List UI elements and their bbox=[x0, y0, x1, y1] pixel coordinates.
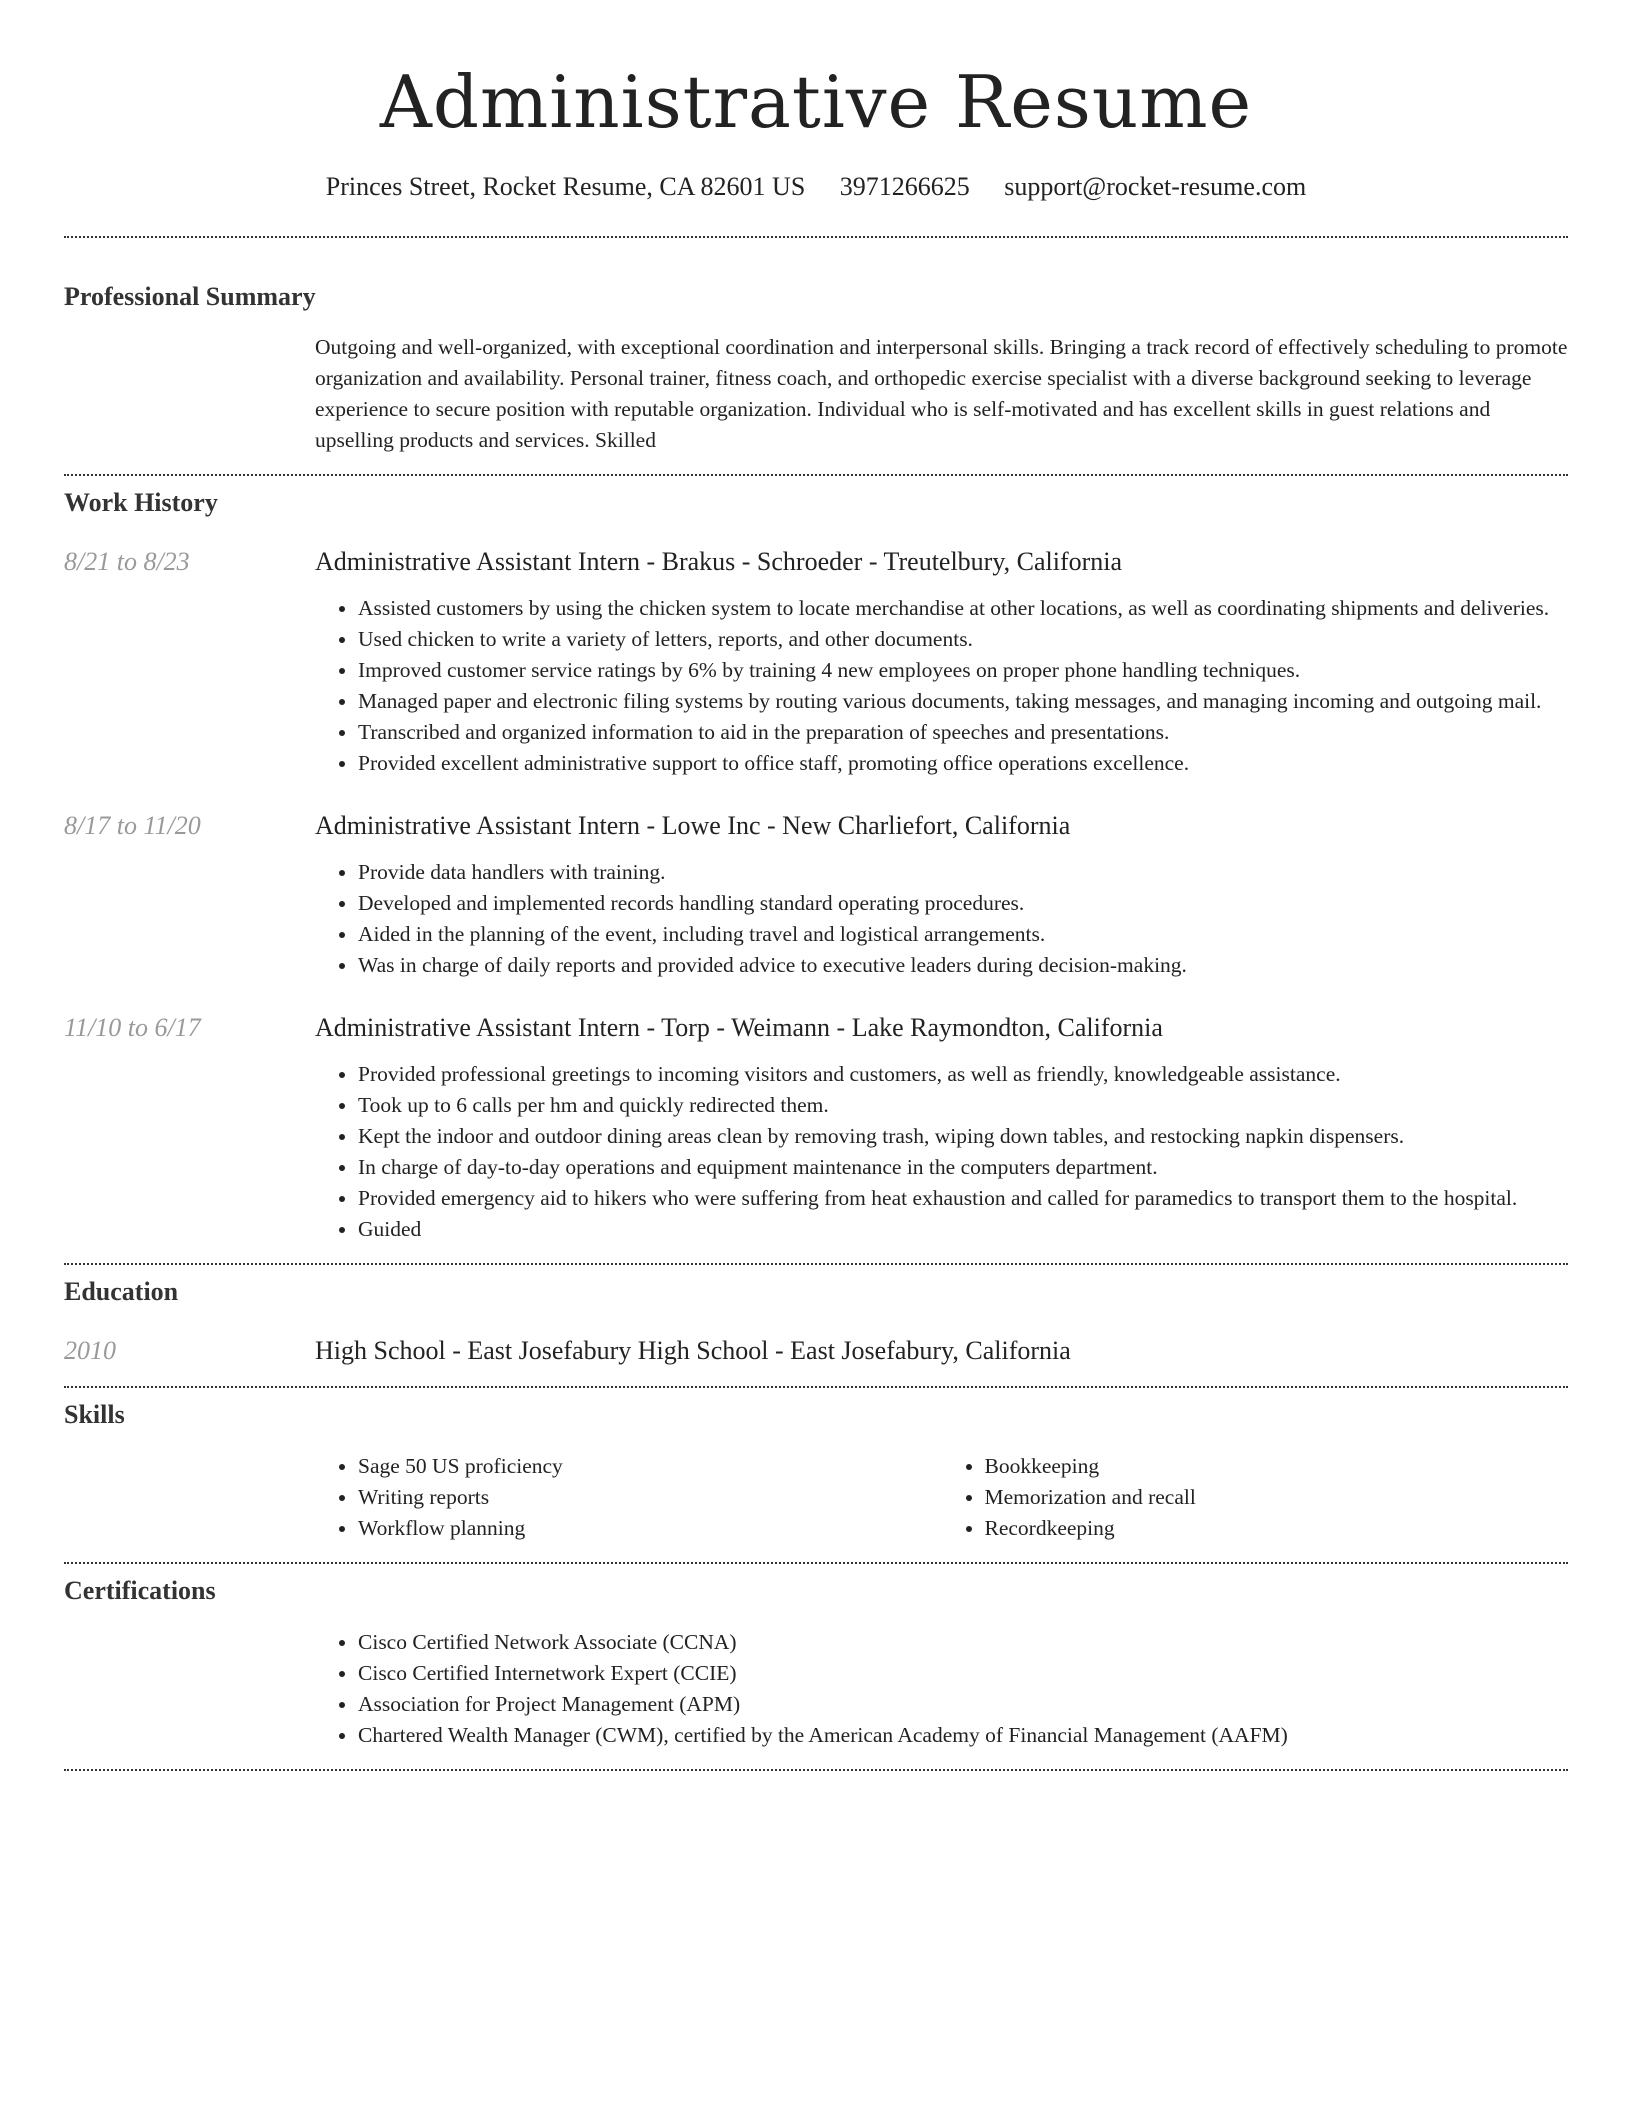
summary-heading: Professional Summary bbox=[64, 282, 316, 311]
list-item: • In charge of day-to-day operations and equipment maintenance in the computers department. bbox=[358, 1152, 1568, 1183]
list-item: • Cisco Certified Network Associate (CCNA) bbox=[358, 1627, 1568, 1658]
skills-grid bbox=[315, 1451, 1568, 1544]
list-item: • Improved customer service ratings by 6% by training 4 new employees on proper phone handling techniques. bbox=[358, 655, 1568, 686]
education-title: High School - East Josefabury High School - East Josefabury, California bbox=[315, 1336, 1071, 1365]
contact-email: support@rocket-resume.com bbox=[1004, 172, 1307, 201]
job-entry bbox=[64, 545, 1568, 779]
job-title: Administrative Assistant Intern - Lowe Inc - New Charliefort, California bbox=[315, 811, 1071, 840]
skills-section bbox=[64, 1388, 1568, 1544]
list-item: • Assisted customers by using the chicken system to locate merchandise at other locations, as well as coordinating shipments and deliveries. bbox=[358, 593, 1568, 624]
divider bbox=[64, 1769, 1568, 1771]
list-item: • Provide data handlers with training. bbox=[358, 857, 1568, 888]
list-item: • Recordkeeping bbox=[985, 1513, 1569, 1544]
contact-phone: 3971266625 bbox=[839, 172, 970, 201]
education-year: 2010 bbox=[64, 1336, 116, 1365]
list-item: • Transcribed and organized information to aid in the preparation of speeches and presentations. bbox=[358, 717, 1568, 748]
certifications-heading: Certifications bbox=[64, 1576, 216, 1605]
list-item: • Writing reports bbox=[358, 1482, 942, 1513]
job-bullets bbox=[315, 593, 1568, 779]
list-item: • Aided in the planning of the event, including travel and logistical arrangements. bbox=[358, 919, 1568, 950]
job-bullets bbox=[315, 1059, 1568, 1245]
job-entry bbox=[64, 1011, 1568, 1245]
certifications-section bbox=[64, 1564, 1568, 1751]
skills-column bbox=[942, 1451, 1569, 1544]
work-heading: Work History bbox=[64, 488, 218, 517]
summary-section bbox=[64, 238, 1568, 456]
list-item: • Took up to 6 calls per hm and quickly redirected them. bbox=[358, 1090, 1568, 1121]
job-entry bbox=[64, 809, 1568, 981]
contact-address: Princes Street, Rocket Resume, CA 82601 US bbox=[325, 172, 806, 201]
list-item: • Association for Project Management (APM) bbox=[358, 1689, 1568, 1720]
list-item: • Workflow planning bbox=[358, 1513, 942, 1544]
education-heading: Education bbox=[64, 1277, 179, 1306]
job-dates: 8/21 to 8/23 bbox=[64, 547, 190, 576]
list-item: • Bookkeeping bbox=[985, 1451, 1569, 1482]
list-item: • Developed and implemented records handling standard operating procedures. bbox=[358, 888, 1568, 919]
summary-text: Outgoing and well-organized, with exceptional coordination and interpersonal skills. Bringing a track record of effectively scheduling to promote organization and availability. Personal trainer, fitness coach, and orthopedic exercise specialist with a diverse background seeking to leverage experience to secure position with reputable organization. Individual who is self-motivated and has excellent skills in guest relations and upselling products and services. Skilled bbox=[315, 335, 1568, 452]
list-item: • Memorization and recall bbox=[985, 1482, 1569, 1513]
skills-column bbox=[315, 1451, 942, 1544]
list-item: • Chartered Wealth Manager (CWM), certified by the American Academy of Financial Management (AAFM) bbox=[358, 1720, 1568, 1751]
list-item: • Provided emergency aid to hikers who were suffering from heat exhaustion and called for paramedics to transport them to the hospital. bbox=[358, 1183, 1568, 1214]
certifications-list bbox=[315, 1627, 1568, 1751]
job-dates: 8/17 to 11/20 bbox=[64, 811, 201, 840]
list-item: • Guided bbox=[358, 1214, 1568, 1245]
job-title: Administrative Assistant Intern - Torp - Weimann - Lake Raymondton, California bbox=[315, 1013, 1163, 1042]
education-entry bbox=[64, 1334, 1568, 1368]
skills-heading: Skills bbox=[64, 1400, 125, 1429]
list-item: • Used chicken to write a variety of letters, reports, and other documents. bbox=[358, 624, 1568, 655]
job-bullets bbox=[315, 857, 1568, 981]
list-item: • Provided excellent administrative support to office staff, promoting office operations excellence. bbox=[358, 748, 1568, 779]
job-dates: 11/10 to 6/17 bbox=[64, 1013, 201, 1042]
contact-line bbox=[64, 170, 1568, 204]
resume-title: Administrative Resume bbox=[379, 60, 1253, 144]
list-item: • Was in charge of daily reports and provided advice to executive leaders during decision-making. bbox=[358, 950, 1568, 981]
list-item: • Sage 50 US proficiency bbox=[358, 1451, 942, 1482]
work-section bbox=[64, 476, 1568, 1245]
list-item: • Managed paper and electronic filing systems by routing various documents, taking messages, and managing incoming and outgoing mail. bbox=[358, 686, 1568, 717]
list-item: • Provided professional greetings to incoming visitors and customers, as well as friendly, knowledgeable assistance. bbox=[358, 1059, 1568, 1090]
list-item: • Kept the indoor and outdoor dining areas clean by removing trash, wiping down tables, and restocking napkin dispensers. bbox=[358, 1121, 1568, 1152]
job-title: Administrative Assistant Intern - Brakus - Schroeder - Treutelbury, California bbox=[315, 547, 1123, 576]
list-item: • Cisco Certified Internetwork Expert (CCIE) bbox=[358, 1658, 1568, 1689]
education-section bbox=[64, 1265, 1568, 1368]
